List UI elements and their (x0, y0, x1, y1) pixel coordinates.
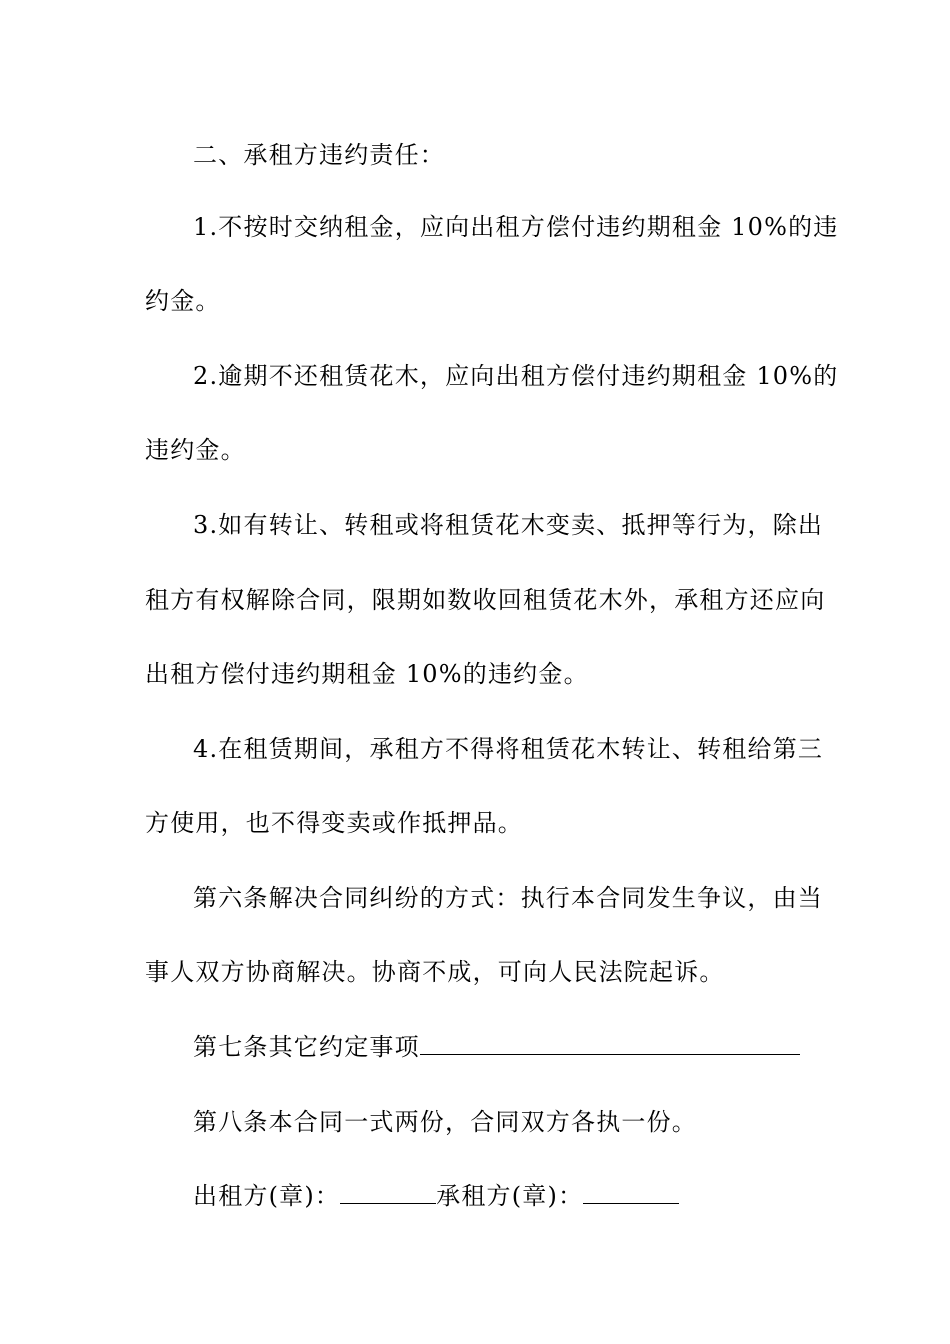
item-1-line-2: 约金。 (145, 287, 221, 315)
item-2-line-1: 2.逾期不还租赁花木，应向出租方偿付违约期租金 10%的 (193, 362, 839, 390)
item-4-line-1: 4.在租赁期间，承租方不得将租赁花木转让、转租给第三 (193, 735, 824, 763)
lessor-seal-label: 出租方(章)： (193, 1182, 341, 1210)
lessor-seal-blank (340, 1183, 436, 1204)
item-3-line-1: 3.如有转让、转租或将租赁花木变卖、抵押等行为，除出 (193, 511, 824, 539)
article-7-text: 第七条其它约定事项 (193, 1033, 420, 1061)
signature-line (193, 1181, 863, 1211)
item-1-line-1: 1.不按时交纳租金，应向出租方偿付违约期租金 10%的违 (193, 213, 839, 241)
section-heading: 二、承租方违约责任： (193, 141, 445, 169)
lessee-seal-label: 承租方(章)： (436, 1182, 584, 1210)
article-8-line: 第八条本合同一式两份，合同双方各执一份。 (193, 1108, 697, 1136)
item-4-line-2: 方使用，也不得变卖或作抵押品。 (145, 809, 523, 837)
article-7-line (193, 1032, 863, 1062)
article-6-line-1: 第六条解决合同纠纷的方式：执行本合同发生争议，由当 (193, 884, 823, 912)
article-7-blank (420, 1034, 800, 1055)
item-2-line-2: 违约金。 (145, 436, 246, 464)
item-3-line-3: 出租方偿付违约期租金 10%的违约金。 (145, 660, 589, 688)
lessee-seal-blank (583, 1183, 679, 1204)
article-6-line-2: 事人双方协商解决。协商不成，可向人民法院起诉。 (145, 958, 725, 986)
item-3-line-2: 租方有权解除合同，限期如数收回租赁花木外，承租方还应向 (145, 586, 826, 614)
